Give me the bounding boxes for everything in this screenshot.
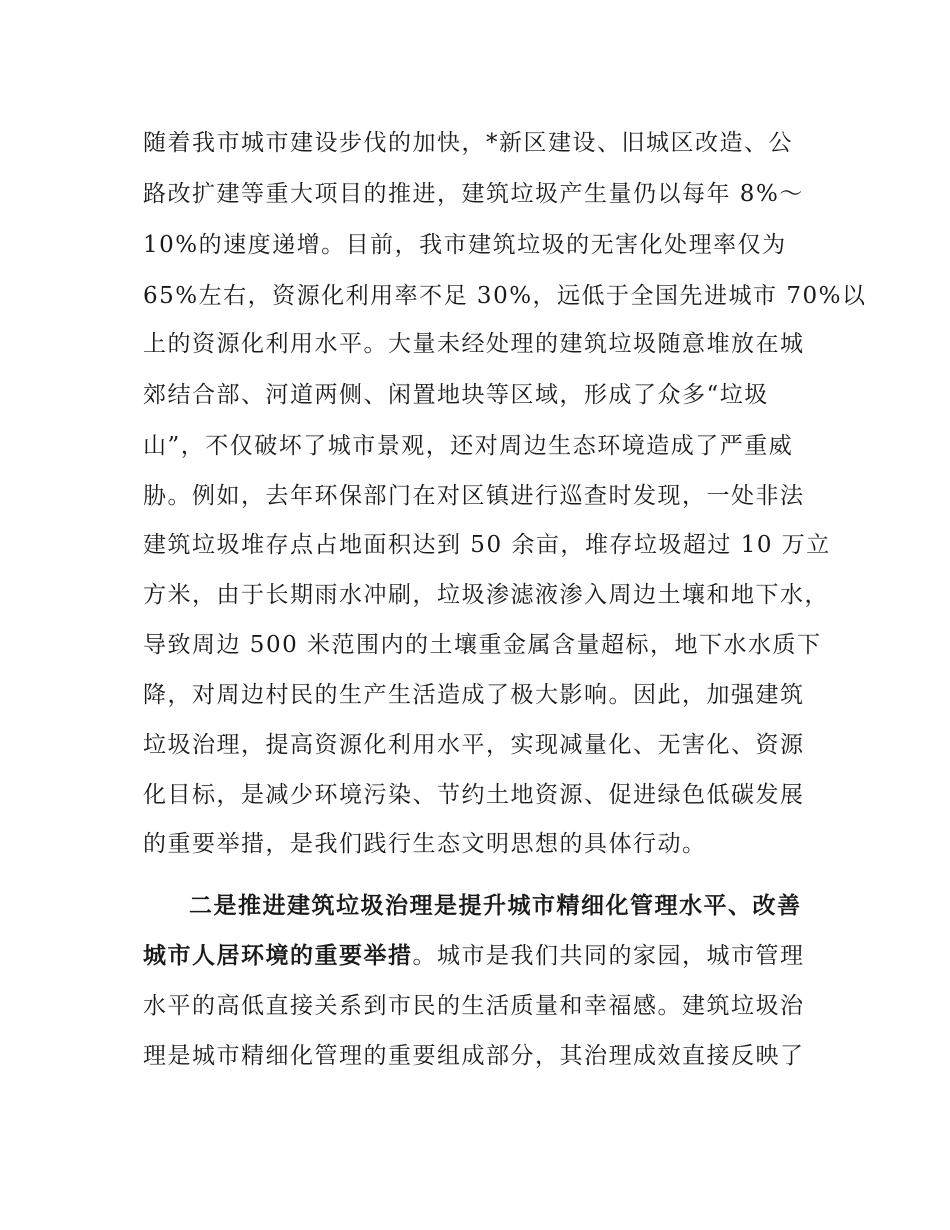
paragraph-1-line: 导致周边 500 米范围内的土壤重金属含量超标，地下水水质下	[143, 632, 822, 658]
paragraph-2-line: 水平的高低直接关系到市民的生活质量和幸福感。建筑垃圾治	[143, 993, 805, 1019]
paragraph-1-line: 65%左右，资源化利用率不足 30%，远低于全国先进城市 70%以	[143, 283, 867, 309]
paragraph-1-line: 山”，不仅破坏了城市景观，还对周边生态环境造成了严重威	[143, 433, 794, 459]
paragraph-1-line: 郊结合部、河道两侧、闲置地块等区域，形成了众多“垃圾	[143, 382, 769, 408]
paragraph-1-line: 垃圾治理，提高资源化利用水平，实现减量化、无害化、资源	[143, 732, 805, 758]
paragraph-1-line: 路改扩建等重大项目的推进，建筑垃圾产生量仍以每年 8%～	[143, 181, 804, 207]
paragraph-2-heading-line: 二是推进建筑垃圾治理是提升城市精细化管理水平、改善	[189, 893, 802, 919]
paragraph-1-line: 化目标，是减少环境污染、节约土地资源、促进绿色低碳发展	[143, 782, 805, 808]
paragraph-1-line: 方米，由于长期雨水冲刷，垃圾渗滤液渗入周边土壤和地下水，	[143, 582, 829, 608]
paragraph-1-line: 降，对周边村民的生产生活造成了极大影响。因此，加强建筑	[143, 682, 805, 708]
paragraph-1-line: 的重要举措，是我们践行生态文明思想的具体行动。	[143, 831, 707, 857]
paragraph-1-line: 随着我市城市建设步伐的加快，*新区建设、旧城区改造、公	[143, 130, 793, 156]
paragraph-1-line: 10%的速度递增。目前，我市建筑垃圾的无害化处理率仅为	[143, 232, 787, 258]
paragraph-1-line: 胁。例如，去年环保部门在对区镇进行巡查时发现，一处非法	[143, 483, 805, 509]
paragraph-1-line: 建筑垃圾堆存点占地面积达到 50 余亩，堆存垃圾超过 10 万立	[143, 532, 831, 558]
paragraph-2-text: 。城市是我们共同的家园，城市管理	[412, 943, 805, 969]
paragraph-1-line: 上的资源化利用水平。大量未经处理的建筑垃圾随意堆放在城	[143, 331, 805, 357]
paragraph-2-line	[143, 941, 805, 971]
paragraph-2-heading-end: 城市人居环境的重要举措	[143, 943, 413, 969]
paragraph-2-line: 理是城市精细化管理的重要组成部分，其治理成效直接反映了	[143, 1043, 805, 1069]
